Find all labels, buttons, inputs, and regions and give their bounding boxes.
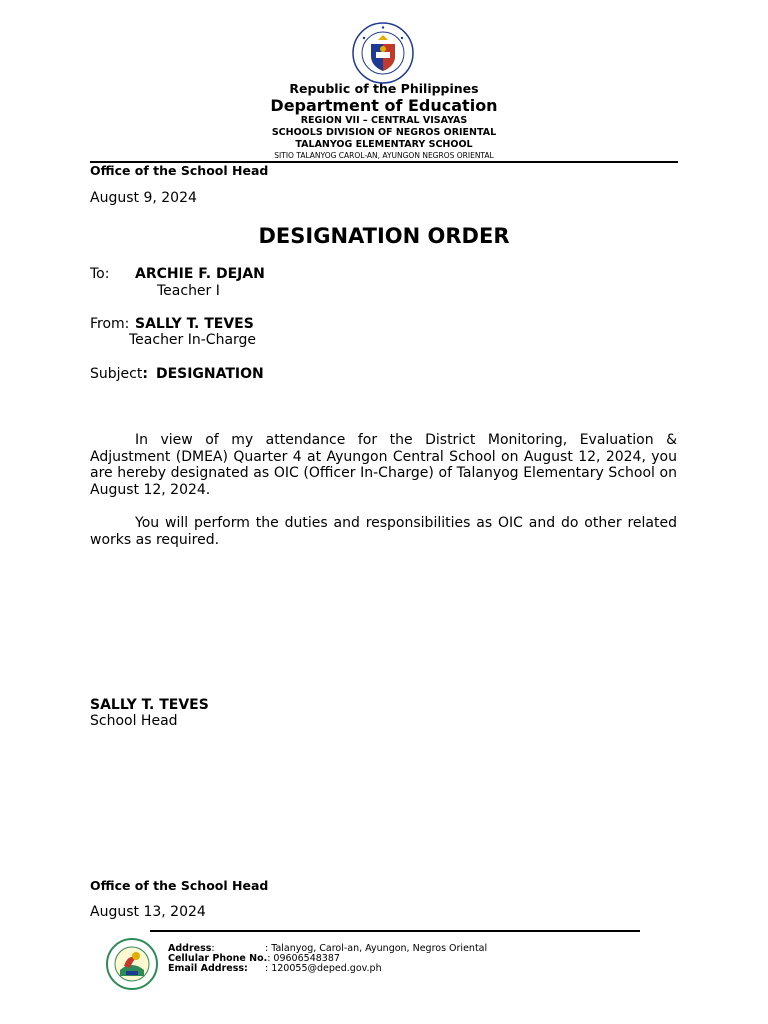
subject-label: Subject [90,366,143,382]
from-label: From: [90,316,130,332]
order-date: August 9, 2024 [90,190,197,206]
footer-address-value: : Talanyog, Carol-an, Ayungon, Negros Oriental [265,943,488,954]
body-text-1: In view of my attendance for the District Monitoring, Evaluation & Adjustment (DMEA) Quarter 4 at Ayungon Central School on August 12, 2024, you are hereby designated as OIC (Officer In-Charge) of Talanyog Elementary School on August 12, 2024. [90,432,677,499]
school-line: TALANYOG ELEMENTARY SCHOOL [295,139,473,150]
footer-address-label: Address: [168,943,215,954]
body-paragraph-1 [90,432,677,499]
signatory-name: SALLY T. TEVES [90,697,209,713]
footer-email-label: Email Address: [168,963,248,974]
to-name: ARCHIE F. DEJAN [135,266,265,282]
footer-phone-value: : 09606548387 [267,953,340,964]
footer-divider [150,930,640,932]
footer-email-value: : 120055@deped.gov.ph [265,963,382,974]
division-line: SCHOOLS DIVISION OF NEGROS ORIENTAL [271,127,497,138]
region-line: REGION VII – CENTRAL VISAYAS [300,115,468,126]
to-label: To: [90,266,110,282]
signatory-position: School Head [90,713,178,729]
second-date: August 13, 2024 [90,904,206,920]
subject-value: DESIGNATION [155,366,264,382]
body-text-2: You will perform the duties and responsibilities as OIC and do other related works as required. [90,515,677,548]
to-position: Teacher I [157,283,220,299]
department-line: Department of Education [270,96,498,115]
from-name: SALLY T. TEVES [135,316,254,332]
republic-line: Republic of the Philippines [289,81,479,96]
subject-colon: : [142,366,148,382]
school-seal-icon [106,938,158,990]
document-title: DESIGNATION ORDER [258,224,510,248]
subject-line [90,366,264,382]
deped-seal-icon [352,22,414,84]
school-address-line: SITIO TALANYOG CAROL-AN, AYUNGON NEGROS ORIENTAL [274,151,494,160]
office-heading: Office of the School Head [90,163,269,178]
from-position: Teacher In-Charge [129,332,257,348]
office-heading-2: Office of the School Head [90,878,269,893]
body-paragraph-2 [90,515,677,548]
footer-phone-label: Cellular Phone No. [168,953,268,964]
footer-email [168,964,382,975]
